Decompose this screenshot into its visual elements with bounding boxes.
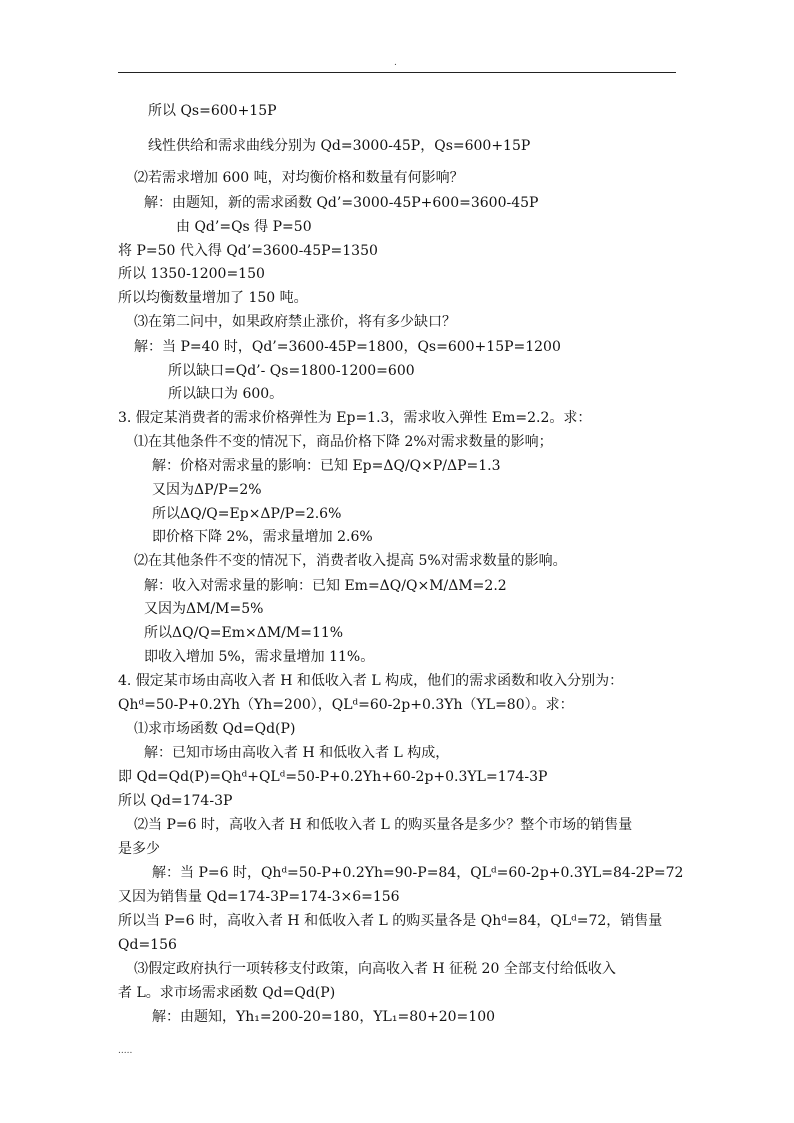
text-line: 者 L。求市场需求函数 Qd=Qd(P): [118, 985, 336, 1001]
text-line: 将 P=50 代入得 Qd’=3600-45P=1350: [118, 243, 378, 259]
text-line: Qd=156: [118, 937, 177, 953]
question-line: ⑵若需求增加 600 吨，对均衡价格和数量有何影响？: [134, 170, 464, 186]
text-line: 即 Qd=Qd(P)=Qhᵈ+QLᵈ=50-P+0.2Yh+60-2p+0.3YL=174-3P: [118, 769, 548, 785]
question-line: ⑵在其他条件不变的情况下，消费者收入提高 5%对需求数量的影响。: [134, 553, 567, 569]
text-line: 线性供给和需求曲线分别为 Qd=3000-45P，Qs=600+15P: [148, 138, 531, 154]
text-line: 是多少: [118, 841, 160, 857]
question-line: ⑴在其他条件不变的情况下，商品价格下降 2%对需求数量的影响；: [134, 434, 553, 450]
text-line: 所以缺口为 600。: [168, 386, 284, 402]
text-line: 所以 Qd=174-3P: [118, 793, 233, 809]
footer-dots: .....: [118, 1046, 133, 1056]
text-line: 又因为销售量 Qd=174-3P=174-3×6=156: [118, 889, 400, 905]
text-line: 所以 Qs=600+15P: [148, 103, 277, 119]
header-rule: [118, 72, 676, 73]
text-line: 即收入增加 5%，需求量增加 11%。: [144, 649, 375, 665]
text-line: 所以均衡数量增加了 150 吨。: [118, 290, 308, 306]
text-line: 所以缺口=Qd’- Qs=1800-1200=600: [168, 363, 415, 379]
header-dot: .: [394, 58, 397, 68]
question-line: ⑵当 P=6 时，高收入者 H 和低收入者 L 的购买量各是多少？整个市场的销售量: [134, 817, 633, 833]
answer-line: 解：由题知，新的需求函数 Qd’=3000-45P+600=3600-45P: [144, 195, 539, 211]
text-line: 所以ΔQ/Q=Ep×ΔP/P=2.6%: [152, 506, 342, 522]
problem-heading: 3. 假定某消费者的需求价格弹性为 Ep=1.3，需求收入弹性 Em=2.2。求：: [118, 410, 592, 426]
question-line: ⑴求市场函数 Qd=Qd(P): [134, 721, 296, 737]
answer-line: 解：收入对需求量的影响：已知 Em=ΔQ/Q×M/ΔM=2.2: [144, 578, 507, 594]
text-line: 所以 1350-1200=150: [118, 266, 265, 282]
answer-line: 解：已知市场由高收入者 H 和低收入者 L 构成，: [144, 745, 450, 761]
question-line: ⑶假定政府执行一项转移支付政策，向高收入者 H 征税 20 全部支付给低收入: [134, 961, 616, 977]
problem-heading: 4. 假定某市场由高收入者 H 和低收入者 L 构成，他们的需求函数和收入分别为：: [118, 673, 624, 689]
answer-line: 解：当 P=40 时，Qd’=3600-45P=1800，Qs=600+15P=1200: [134, 339, 561, 355]
text-line: 由 Qd’=Qs 得 P=50: [176, 219, 312, 235]
text-line: 即价格下降 2%，需求量增加 2.6%: [152, 529, 373, 545]
text-line: 所以当 P=6 时，高收入者 H 和低收入者 L 的购买量各是 Qhᵈ=84，QLᵈ=72，销售量: [118, 913, 663, 929]
text-line: 又因为ΔP/P=2%: [152, 482, 262, 498]
answer-line: 解：价格对需求量的影响：已知 Ep=ΔQ/Q×P/ΔP=1.3: [152, 458, 501, 474]
text-line: 所以ΔQ/Q=Em×ΔM/M=11%: [144, 625, 344, 641]
text-line: Qhᵈ=50-P+0.2Yh（Yh=200），QLᵈ=60-2p+0.3Yh（YL=80）。求：: [118, 697, 574, 713]
question-line: ⑶在第二问中，如果政府禁止涨价，将有多少缺口？: [134, 314, 456, 330]
answer-line: 解：当 P=6 时，Qhᵈ=50-P+0.2Yh=90-P=84，QLᵈ=60-2p+0.3YL=84-2P=72: [152, 865, 684, 881]
text-line: 又因为ΔM/M=5%: [144, 601, 264, 617]
answer-line: 解：由题知，Yh₁=200-20=180，YL₁=80+20=100: [152, 1009, 496, 1025]
